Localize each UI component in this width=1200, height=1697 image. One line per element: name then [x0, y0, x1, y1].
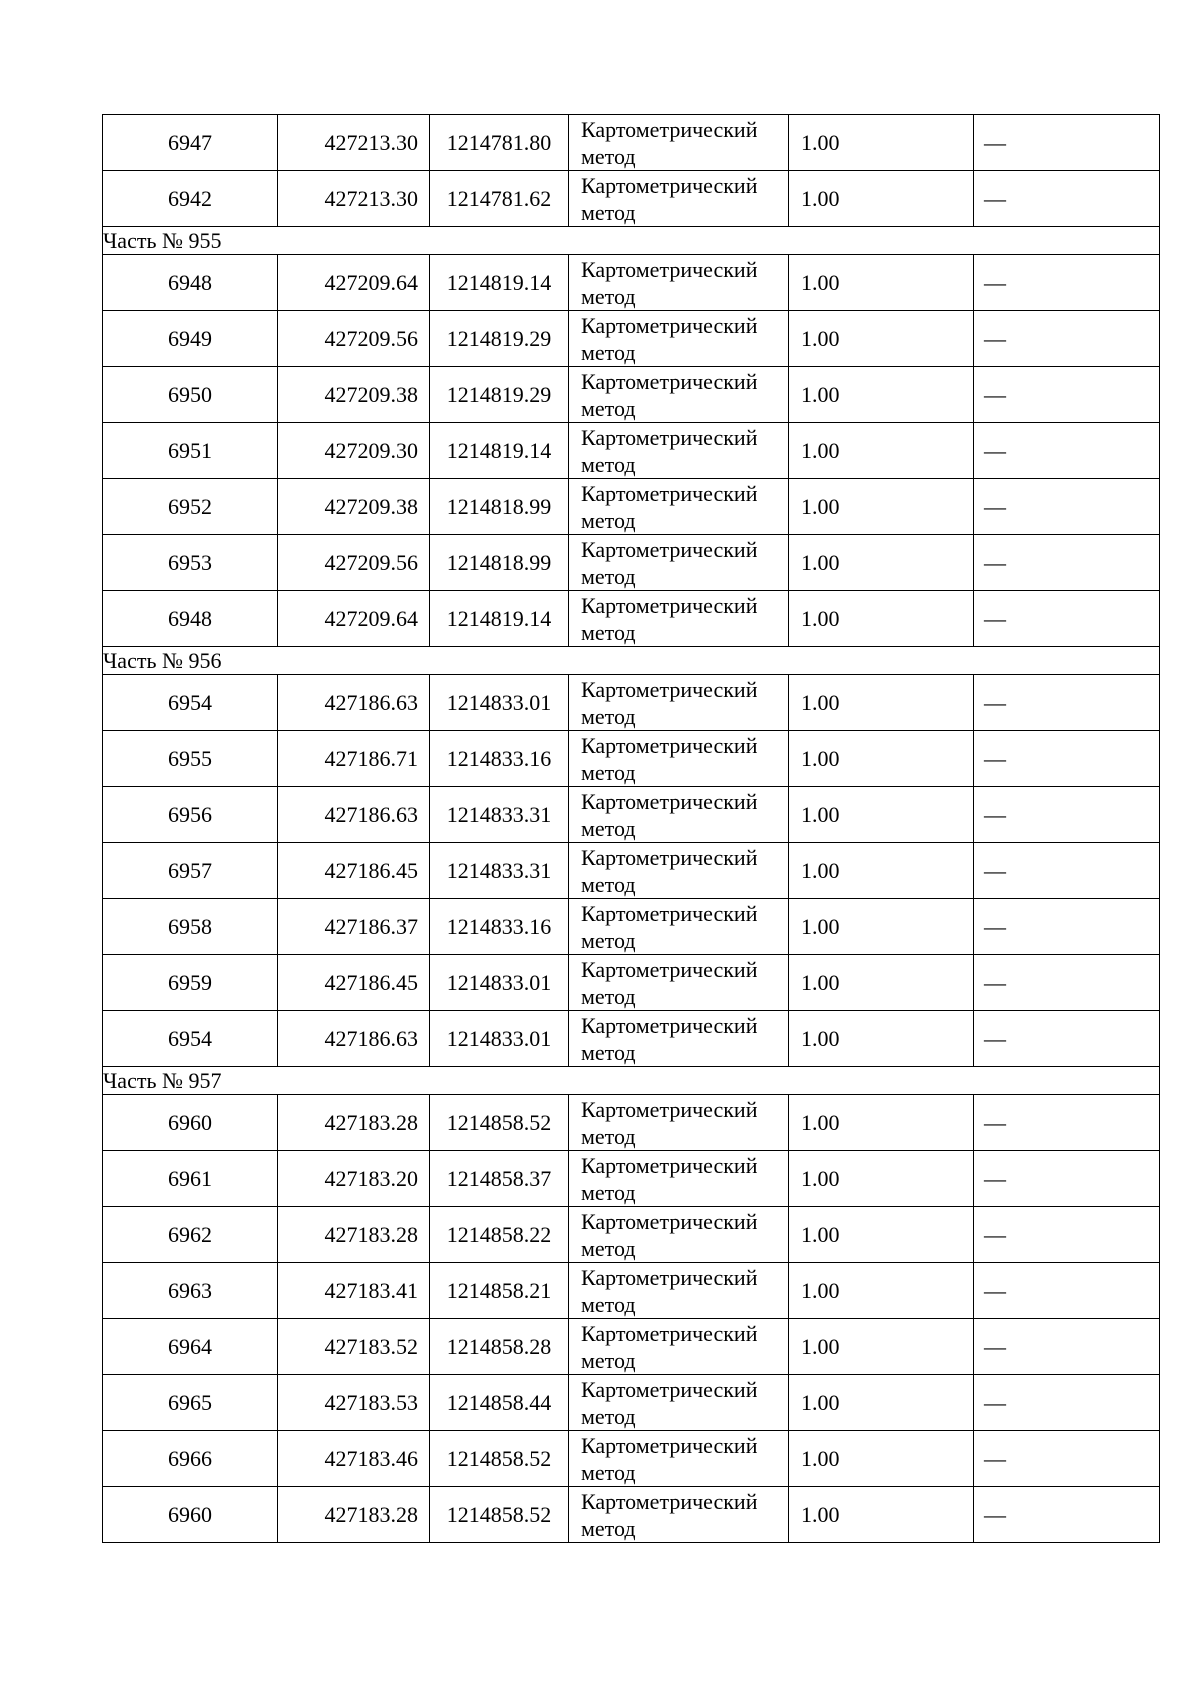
x-coordinate-cell: 427183.28: [278, 1207, 430, 1263]
point-number-cell: 6953: [103, 535, 278, 591]
point-number-cell: 6951: [103, 423, 278, 479]
x-coordinate-cell: 427186.71: [278, 731, 430, 787]
accuracy-cell: 1.00: [789, 1375, 974, 1431]
x-coordinate-cell: 427183.52: [278, 1319, 430, 1375]
description-cell: —: [974, 1263, 1160, 1319]
description-cell: —: [974, 311, 1160, 367]
method-line-1: Картометрический: [581, 1096, 758, 1122]
y-coordinate-cell: 1214781.80: [430, 115, 569, 171]
point-number-cell: 6952: [103, 479, 278, 535]
accuracy-cell: 1.00: [789, 255, 974, 311]
accuracy-cell: 1.00: [789, 535, 974, 591]
x-coordinate-cell: 427183.28: [278, 1487, 430, 1543]
method-cell: [569, 899, 789, 955]
method-line-1: Картометрический: [581, 844, 758, 870]
description-cell: —: [974, 731, 1160, 787]
x-coordinate-cell: 427186.45: [278, 843, 430, 899]
point-number-cell: 6950: [103, 367, 278, 423]
table-row: [103, 731, 1160, 787]
method-line-2: метод: [581, 703, 636, 729]
description-cell: —: [974, 171, 1160, 227]
accuracy-cell: 1.00: [789, 787, 974, 843]
y-coordinate-cell: 1214833.31: [430, 843, 569, 899]
method-line-2: метод: [581, 983, 636, 1009]
y-coordinate-cell: 1214833.01: [430, 1011, 569, 1067]
method-line-2: метод: [581, 1039, 636, 1065]
table-row: [103, 1319, 1160, 1375]
method-line-1: Картометрический: [581, 368, 758, 394]
method-line-2: метод: [581, 395, 636, 421]
method-line-2: метод: [581, 451, 636, 477]
method-line-2: метод: [581, 815, 636, 841]
y-coordinate-cell: 1214819.14: [430, 591, 569, 647]
description-cell: —: [974, 1207, 1160, 1263]
x-coordinate-cell: 427186.63: [278, 1011, 430, 1067]
y-coordinate-cell: 1214833.31: [430, 787, 569, 843]
method-cell: [569, 1319, 789, 1375]
x-coordinate-cell: 427183.28: [278, 1095, 430, 1151]
method-line-2: метод: [581, 283, 636, 309]
method-line-2: метод: [581, 1291, 636, 1317]
description-cell: —: [974, 255, 1160, 311]
method-cell: [569, 955, 789, 1011]
method-line-2: метод: [581, 1347, 636, 1373]
description-cell: —: [974, 1095, 1160, 1151]
table-row: [103, 1207, 1160, 1263]
point-number-cell: 6959: [103, 955, 278, 1011]
x-coordinate-cell: 427183.41: [278, 1263, 430, 1319]
description-cell: —: [974, 115, 1160, 171]
table-row: [103, 1263, 1160, 1319]
method-line-2: метод: [581, 199, 636, 225]
table-row: [103, 955, 1160, 1011]
section-header-row: [103, 1067, 1160, 1095]
description-cell: —: [974, 675, 1160, 731]
method-line-2: метод: [581, 1515, 636, 1541]
x-coordinate-cell: 427209.38: [278, 479, 430, 535]
y-coordinate-cell: 1214833.16: [430, 899, 569, 955]
table-row: [103, 591, 1160, 647]
method-cell: [569, 1263, 789, 1319]
accuracy-cell: 1.00: [789, 899, 974, 955]
method-cell: [569, 479, 789, 535]
accuracy-cell: 1.00: [789, 731, 974, 787]
accuracy-cell: 1.00: [789, 1431, 974, 1487]
section-label: Часть № 957: [103, 1067, 1160, 1095]
table-row: [103, 367, 1160, 423]
method-line-2: метод: [581, 927, 636, 953]
method-cell: [569, 255, 789, 311]
description-cell: —: [974, 423, 1160, 479]
method-line-1: Картометрический: [581, 1208, 758, 1234]
point-number-cell: 6960: [103, 1095, 278, 1151]
description-cell: —: [974, 843, 1160, 899]
table-row: [103, 311, 1160, 367]
description-cell: —: [974, 1011, 1160, 1067]
description-cell: —: [974, 367, 1160, 423]
y-coordinate-cell: 1214781.62: [430, 171, 569, 227]
y-coordinate-cell: 1214858.52: [430, 1431, 569, 1487]
method-line-1: Картометрический: [581, 1488, 758, 1514]
y-coordinate-cell: 1214819.29: [430, 311, 569, 367]
method-cell: [569, 1207, 789, 1263]
method-line-1: Картометрический: [581, 900, 758, 926]
point-number-cell: 6966: [103, 1431, 278, 1487]
method-cell: [569, 535, 789, 591]
description-cell: —: [974, 1375, 1160, 1431]
x-coordinate-cell: 427209.30: [278, 423, 430, 479]
y-coordinate-cell: 1214819.14: [430, 423, 569, 479]
x-coordinate-cell: 427209.56: [278, 311, 430, 367]
method-line-1: Картометрический: [581, 732, 758, 758]
method-line-1: Картометрический: [581, 1320, 758, 1346]
accuracy-cell: 1.00: [789, 1207, 974, 1263]
description-cell: —: [974, 535, 1160, 591]
table-row: [103, 1375, 1160, 1431]
method-cell: [569, 1151, 789, 1207]
section-header-row: [103, 227, 1160, 255]
description-cell: —: [974, 591, 1160, 647]
method-line-1: Картометрический: [581, 592, 758, 618]
accuracy-cell: 1.00: [789, 1487, 974, 1543]
x-coordinate-cell: 427213.30: [278, 115, 430, 171]
accuracy-cell: 1.00: [789, 843, 974, 899]
table-row: [103, 1487, 1160, 1543]
x-coordinate-cell: 427213.30: [278, 171, 430, 227]
y-coordinate-cell: 1214819.14: [430, 255, 569, 311]
method-cell: [569, 1375, 789, 1431]
section-label: Часть № 955: [103, 227, 1160, 255]
method-cell: [569, 367, 789, 423]
method-line-2: метод: [581, 1235, 636, 1261]
y-coordinate-cell: 1214858.21: [430, 1263, 569, 1319]
table-row: [103, 787, 1160, 843]
method-cell: [569, 591, 789, 647]
point-number-cell: 6965: [103, 1375, 278, 1431]
method-line-2: метод: [581, 1459, 636, 1485]
x-coordinate-cell: 427209.38: [278, 367, 430, 423]
table-row: [103, 171, 1160, 227]
description-cell: —: [974, 1431, 1160, 1487]
accuracy-cell: 1.00: [789, 1263, 974, 1319]
y-coordinate-cell: 1214858.22: [430, 1207, 569, 1263]
description-cell: —: [974, 1319, 1160, 1375]
method-cell: [569, 1095, 789, 1151]
accuracy-cell: 1.00: [789, 171, 974, 227]
method-cell: [569, 675, 789, 731]
x-coordinate-cell: 427186.37: [278, 899, 430, 955]
accuracy-cell: 1.00: [789, 1011, 974, 1067]
accuracy-cell: 1.00: [789, 367, 974, 423]
table-row: [103, 1431, 1160, 1487]
method-line-1: Картометрический: [581, 1432, 758, 1458]
table-row: [103, 1095, 1160, 1151]
method-line-1: Картометрический: [581, 536, 758, 562]
method-line-1: Картометрический: [581, 1012, 758, 1038]
x-coordinate-cell: 427183.20: [278, 1151, 430, 1207]
table-row: [103, 843, 1160, 899]
accuracy-cell: 1.00: [789, 591, 974, 647]
point-number-cell: 6949: [103, 311, 278, 367]
method-line-1: Картометрический: [581, 676, 758, 702]
coordinates-table-body: [103, 115, 1160, 1543]
method-line-1: Картометрический: [581, 1152, 758, 1178]
description-cell: —: [974, 955, 1160, 1011]
x-coordinate-cell: 427186.45: [278, 955, 430, 1011]
point-number-cell: 6948: [103, 255, 278, 311]
method-cell: [569, 423, 789, 479]
method-line-2: метод: [581, 1123, 636, 1149]
method-line-2: метод: [581, 871, 636, 897]
method-line-2: метод: [581, 1179, 636, 1205]
method-line-1: Картометрический: [581, 1264, 758, 1290]
method-line-1: Картометрический: [581, 1376, 758, 1402]
y-coordinate-cell: 1214858.52: [430, 1487, 569, 1543]
accuracy-cell: 1.00: [789, 311, 974, 367]
point-number-cell: 6954: [103, 675, 278, 731]
method-line-1: Картометрический: [581, 956, 758, 982]
point-number-cell: 6942: [103, 171, 278, 227]
x-coordinate-cell: 427209.56: [278, 535, 430, 591]
section-header-row: [103, 647, 1160, 675]
method-line-2: метод: [581, 563, 636, 589]
method-line-2: метод: [581, 507, 636, 533]
y-coordinate-cell: 1214858.52: [430, 1095, 569, 1151]
accuracy-cell: 1.00: [789, 675, 974, 731]
method-line-2: метод: [581, 1403, 636, 1429]
y-coordinate-cell: 1214818.99: [430, 535, 569, 591]
method-line-2: метод: [581, 759, 636, 785]
table-row: [103, 423, 1160, 479]
table-row: [103, 115, 1160, 171]
point-number-cell: 6962: [103, 1207, 278, 1263]
point-number-cell: 6956: [103, 787, 278, 843]
table-row: [103, 255, 1160, 311]
method-cell: [569, 171, 789, 227]
table-row: [103, 675, 1160, 731]
method-cell: [569, 787, 789, 843]
point-number-cell: 6960: [103, 1487, 278, 1543]
point-number-cell: 6958: [103, 899, 278, 955]
table-row: [103, 1011, 1160, 1067]
accuracy-cell: 1.00: [789, 479, 974, 535]
point-number-cell: 6963: [103, 1263, 278, 1319]
table-row: [103, 1151, 1160, 1207]
method-line-2: метод: [581, 143, 636, 169]
accuracy-cell: 1.00: [789, 423, 974, 479]
section-label: Часть № 956: [103, 647, 1160, 675]
method-line-1: Картометрический: [581, 788, 758, 814]
method-line-1: Картометрический: [581, 172, 758, 198]
y-coordinate-cell: 1214858.44: [430, 1375, 569, 1431]
x-coordinate-cell: 427209.64: [278, 591, 430, 647]
accuracy-cell: 1.00: [789, 115, 974, 171]
method-cell: [569, 731, 789, 787]
point-number-cell: 6948: [103, 591, 278, 647]
method-cell: [569, 1431, 789, 1487]
method-line-2: метод: [581, 619, 636, 645]
description-cell: —: [974, 1487, 1160, 1543]
method-cell: [569, 843, 789, 899]
accuracy-cell: 1.00: [789, 1319, 974, 1375]
description-cell: —: [974, 899, 1160, 955]
point-number-cell: 6954: [103, 1011, 278, 1067]
y-coordinate-cell: 1214819.29: [430, 367, 569, 423]
point-number-cell: 6955: [103, 731, 278, 787]
y-coordinate-cell: 1214833.01: [430, 955, 569, 1011]
y-coordinate-cell: 1214818.99: [430, 479, 569, 535]
method-line-1: Картометрический: [581, 116, 758, 142]
description-cell: —: [974, 479, 1160, 535]
method-cell: [569, 1487, 789, 1543]
method-cell: [569, 1011, 789, 1067]
table-row: [103, 479, 1160, 535]
method-cell: [569, 115, 789, 171]
y-coordinate-cell: 1214833.16: [430, 731, 569, 787]
method-line-1: Картометрический: [581, 312, 758, 338]
accuracy-cell: 1.00: [789, 1151, 974, 1207]
y-coordinate-cell: 1214858.37: [430, 1151, 569, 1207]
point-number-cell: 6947: [103, 115, 278, 171]
point-number-cell: 6964: [103, 1319, 278, 1375]
description-cell: —: [974, 1151, 1160, 1207]
table-row: [103, 899, 1160, 955]
table-row: [103, 535, 1160, 591]
x-coordinate-cell: 427183.46: [278, 1431, 430, 1487]
point-number-cell: 6957: [103, 843, 278, 899]
x-coordinate-cell: 427209.64: [278, 255, 430, 311]
accuracy-cell: 1.00: [789, 955, 974, 1011]
accuracy-cell: 1.00: [789, 1095, 974, 1151]
y-coordinate-cell: 1214833.01: [430, 675, 569, 731]
x-coordinate-cell: 427186.63: [278, 675, 430, 731]
method-line-1: Картометрический: [581, 480, 758, 506]
y-coordinate-cell: 1214858.28: [430, 1319, 569, 1375]
description-cell: —: [974, 787, 1160, 843]
method-cell: [569, 311, 789, 367]
x-coordinate-cell: 427186.63: [278, 787, 430, 843]
method-line-1: Картометрический: [581, 256, 758, 282]
method-line-2: метод: [581, 339, 636, 365]
method-line-1: Картометрический: [581, 424, 758, 450]
point-number-cell: 6961: [103, 1151, 278, 1207]
x-coordinate-cell: 427183.53: [278, 1375, 430, 1431]
coordinates-table: [102, 114, 1160, 1543]
